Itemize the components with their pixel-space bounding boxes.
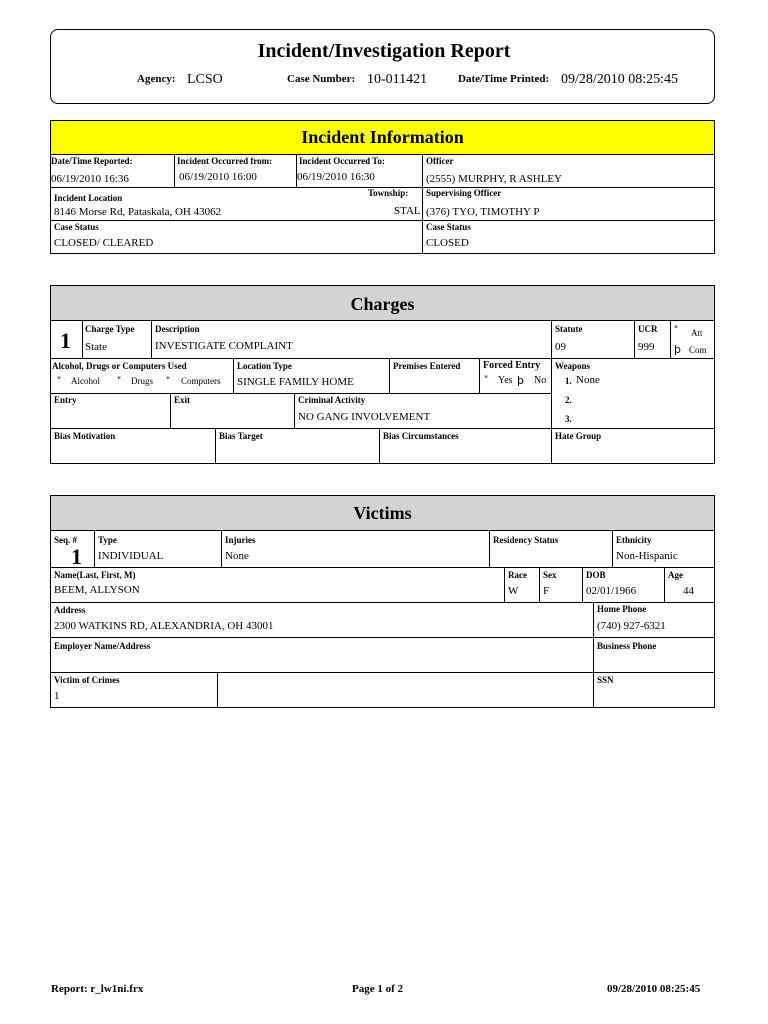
- reported-value: 06/19/2010 16:36: [51, 173, 129, 185]
- victims-title: Victims: [353, 503, 412, 523]
- victim-of-crimes-value: 1: [54, 690, 60, 702]
- age-value: 44: [683, 585, 694, 597]
- charges-header-bar: [51, 286, 714, 321]
- victim-of-crimes-label: Victim of Crimes: [54, 675, 120, 685]
- ethnicity-label: Ethnicity: [616, 535, 652, 545]
- occurred-to-value: 06/19/2010 16:30: [297, 171, 375, 183]
- officer-label: Officer: [426, 156, 454, 166]
- case-status-value: CLOSED/ CLEARED: [54, 237, 154, 249]
- footer-page: Page 1 of 2: [352, 983, 404, 995]
- computers-checkbox[interactable]: ": [166, 376, 171, 386]
- drugs-text: Drugs: [131, 376, 153, 386]
- bias-circumstances-label: Bias Circumstances: [383, 431, 459, 441]
- weapon-1-value: None: [576, 374, 600, 386]
- case-number-label: Case Number:: [287, 73, 356, 85]
- victim-seq: 1: [71, 544, 82, 569]
- victim-name-label: Name(Last, First, M): [54, 570, 136, 580]
- home-phone-label: Home Phone: [597, 604, 647, 614]
- charge-type-value: State: [85, 341, 107, 353]
- printed-label: Date/Time Printed:: [458, 73, 550, 85]
- drugs-checkbox[interactable]: ": [117, 376, 122, 386]
- injuries-value: None: [225, 550, 249, 562]
- criminal-activity-label: Criminal Activity: [298, 395, 366, 405]
- attempted-label: Att: [691, 328, 703, 338]
- printed-value: 09/28/2010 08:25:45: [561, 72, 679, 87]
- address-value: 2300 WATKINS RD, ALEXANDRIA, OH 43001: [54, 620, 274, 632]
- statute-value: 09: [555, 341, 566, 353]
- completed-checkbox[interactable]: þ: [674, 343, 681, 356]
- ethnicity-value: Non-Hispanic: [616, 550, 678, 562]
- weapons-label: Weapons: [555, 361, 591, 371]
- victim-type-value: INDIVIDUAL: [98, 550, 164, 562]
- victim-name-value: BEEM, ALLYSON: [54, 584, 140, 596]
- age-label: Age: [668, 570, 683, 580]
- alcohol-text: Alcohol: [71, 376, 100, 386]
- forced-entry-label: Forced Entry: [483, 360, 541, 371]
- victims-header-bar: [51, 496, 714, 531]
- location-value: 8146 Morse Rd, Pataskala, OH 43062: [54, 206, 222, 218]
- footer-report: Report: r_lw1ni.frx: [51, 983, 144, 995]
- residency-status-label: Residency Status: [493, 535, 559, 545]
- bias-target-label: Bias Target: [219, 431, 263, 441]
- description-label: Description: [155, 324, 200, 334]
- supervising-officer-label: Supervising Officer: [426, 188, 502, 198]
- location-type-label: Location Type: [237, 361, 292, 371]
- reported-label: Date/Time Reported:: [51, 156, 133, 166]
- description-value: INVESTIGATE COMPLAINT: [155, 340, 293, 352]
- victim-type-label: Type: [98, 535, 117, 545]
- dob-label: DOB: [586, 570, 606, 580]
- occurred-from-label: Incident Occurred from:: [177, 156, 273, 166]
- alcohol-checkbox[interactable]: ": [57, 376, 62, 386]
- computers-text: Computers: [181, 376, 221, 386]
- statute-label: Statute: [555, 324, 583, 334]
- charges-title: Charges: [350, 294, 415, 314]
- charge-type-label: Charge Type: [85, 324, 135, 334]
- forced-no-text: No: [534, 375, 547, 386]
- entry-label: Entry: [54, 395, 77, 405]
- ssn-label: SSN: [597, 675, 614, 685]
- charge-seq: 1: [60, 328, 71, 353]
- township-value: STAL: [394, 205, 421, 217]
- case-status-2-label: Case Status: [426, 222, 471, 232]
- completed-label: Com: [689, 345, 707, 355]
- premises-entered-label: Premises Entered: [393, 361, 461, 371]
- bias-motivation-label: Bias Motivation: [54, 431, 116, 441]
- case-status-2-value: CLOSED: [426, 237, 469, 249]
- hate-group-label: Hate Group: [555, 431, 602, 441]
- forced-no-checkbox[interactable]: þ: [517, 374, 524, 387]
- home-phone-value: (740) 927-6321: [597, 620, 666, 632]
- incident-title: Incident Information: [301, 127, 464, 147]
- business-phone-label: Business Phone: [597, 641, 657, 651]
- case-number-value: 10-011421: [367, 72, 428, 87]
- location-type-value: SINGLE FAMILY HOME: [237, 376, 354, 388]
- attempted-checkbox[interactable]: ": [674, 325, 679, 335]
- weapon-2-num: 2.: [565, 395, 572, 405]
- victim-seq-label: Seq. #: [54, 535, 78, 545]
- ucr-label: UCR: [638, 324, 658, 334]
- occurred-to-label: Incident Occurred To:: [299, 156, 385, 166]
- sex-label: Sex: [543, 570, 557, 580]
- employer-label: Employer Name/Address: [54, 641, 151, 651]
- occurred-from-value: 06/19/2010 16:00: [179, 171, 257, 183]
- address-label: Address: [54, 605, 86, 615]
- report-title: Incident/Investigation Report: [257, 40, 511, 62]
- officer-value: (2555) MURPHY, R ASHLEY: [426, 173, 563, 185]
- ucr-value: 999: [638, 341, 655, 353]
- sex-value: F: [543, 585, 550, 597]
- case-status-label: Case Status: [54, 222, 99, 232]
- weapon-1-num: 1.: [565, 376, 572, 386]
- location-label: Incident Location: [54, 193, 123, 203]
- exit-label: Exit: [174, 395, 191, 405]
- forced-yes-checkbox[interactable]: ": [484, 375, 489, 385]
- criminal-activity-value: NO GANG INVOLVEMENT: [298, 411, 431, 423]
- race-value: W: [508, 585, 519, 597]
- footer-printed: 09/28/2010 08:25:45: [607, 983, 701, 995]
- agency-label: Agency:: [137, 73, 176, 85]
- injuries-label: Injuries: [225, 535, 256, 545]
- supervising-officer-value: (376) TYO, TIMOTHY P: [426, 206, 540, 218]
- weapon-3-num: 3.: [565, 414, 572, 424]
- race-label: Race: [508, 570, 527, 580]
- forced-yes-text: Yes: [498, 375, 513, 386]
- incident-header-bar: [51, 121, 714, 155]
- agency-value: LCSO: [187, 72, 223, 87]
- dob-value: 02/01/1966: [586, 585, 637, 597]
- township-label: Township:: [368, 188, 409, 198]
- alcohol-drugs-label: Alcohol, Drugs or Computers Used: [52, 361, 187, 371]
